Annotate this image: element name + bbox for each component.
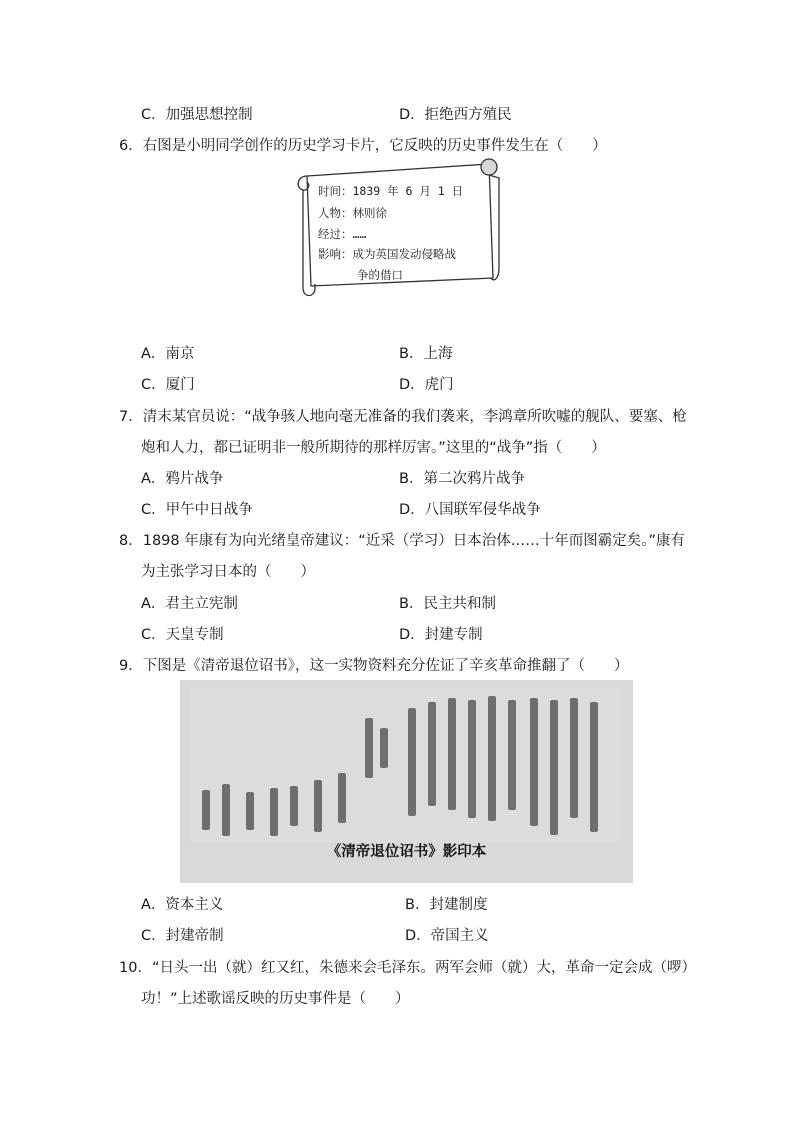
q7-option-a: A．鸦片战争 (141, 471, 224, 487)
q6-stem: 6．右图是小明同学创作的历史学习卡片，它反映的历史事件发生在（ ） (119, 138, 607, 154)
q8-option-d: D．封建专制 (399, 627, 483, 643)
q6-option-a: A．南京 (141, 346, 195, 362)
q8-stem-line1: 8．1898 年康有为向光绪皇帝建议：“近采（学习）日本治体……十年而图霸定矣。”康有 (119, 533, 686, 549)
q9-option-d: D．帝国主义 (405, 928, 489, 944)
q6-option-c: C．厦门 (141, 377, 195, 393)
q6-option-b: B．上海 (399, 346, 453, 362)
card-impact-line2: 争的借口 (357, 268, 403, 282)
card-time: 时间：1839 年 6 月 1 日 (318, 184, 464, 198)
q6-option-d: D．虎门 (399, 377, 454, 393)
q8-stem-line2: 为主张学习日本的（ ） (141, 564, 315, 580)
q9-stem: 9．下图是《清帝退位诏书》，这一实物资料充分佐证了辛亥革命推翻了（ ） (119, 658, 629, 674)
q8-option-c: C．天皇专制 (141, 627, 224, 643)
q7-stem-line2: 炮和人力，都已证明非一般所期待的那样厉害。”这里的“战争”指（ ） (141, 440, 606, 456)
q9-option-a: A．资本主义 (141, 897, 224, 913)
card-person: 人物：林则徐 (318, 206, 387, 220)
card-impact-line1: 影响：成为英国发动侵略战 (318, 247, 456, 261)
q8-option-b: B．民主共和制 (399, 596, 496, 612)
q9-option-c: C．封建帝制 (141, 928, 224, 944)
q7-stem-line1: 7．清末某官员说：“战争骇人地向毫无准备的我们袭来，李鸿章所吹嘘的舰队、要塞、枪 (119, 409, 687, 425)
card-process: 经过：…… (318, 227, 367, 241)
q7-option-c: C．甲午中日战争 (141, 502, 253, 518)
q8-option-a: A．君主立宪制 (141, 596, 238, 612)
q7-option-d: D．八国联军侵华战争 (399, 502, 541, 518)
q10-stem-line1: 10．“日头一出（就）红又红，朱德来会毛泽东。两军会师（就）大，革命一定会成（啰） (119, 960, 696, 976)
edict-document-image (190, 688, 623, 843)
history-study-card (293, 158, 501, 300)
q5-option-d: D．拒绝西方殖民 (399, 107, 512, 123)
q7-option-b: B．第二次鸦片战争 (399, 471, 525, 487)
photo-caption: 《清帝退位诏书》影印本 (326, 844, 487, 860)
abdication-edict-photo (180, 680, 633, 883)
q10-stem-line2: 功！”上述歌谣反映的历史事件是（ ） (141, 991, 410, 1007)
q9-option-b: B．封建制度 (405, 897, 488, 913)
q5-option-c: C．加强思想控制 (141, 107, 253, 123)
